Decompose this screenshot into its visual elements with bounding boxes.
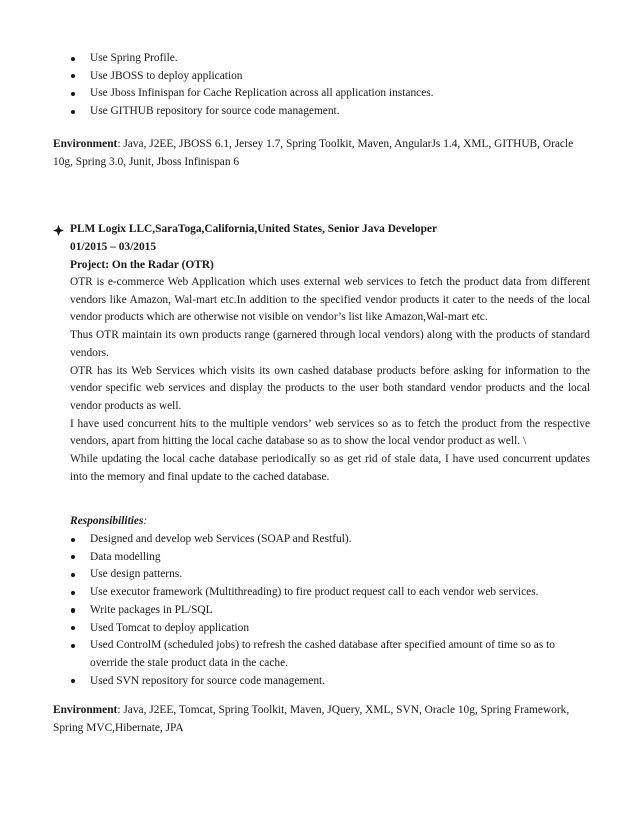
bullet-dot-icon [71,626,75,630]
description-paragraph: I have used concurrent hits to the multiple vendors’ web services so as to fetch the product from the respective vendors, apart from hitting the local cache database so as to show the local vendor product as well. \ [70,417,590,448]
list-item: Used Tomcat to deploy application [70,620,590,638]
bullet-dot-icon [71,679,75,683]
list-item: Designed and develop web Services (SOAP and Restful). [70,531,590,549]
bullet-dot-icon [71,110,75,114]
list-item: Use design patterns. [70,566,590,584]
bullet-dot-icon [71,573,75,577]
bullet-dot-icon [71,555,75,559]
responsibilities-list [70,531,590,690]
project-label: Project [70,259,106,271]
diamond-bullet-icon [53,225,64,236]
environment-label: Environment [53,138,118,150]
bullet-dot-icon [71,644,75,648]
bullet-dot-icon [71,57,75,61]
description-paragraph: OTR is e-commerce Web Application which uses external web services to fetch the product data from different vendors like Amazon, Wal-mart etc.In addition to the specified vendor products it cater to the needs of the local vendor products which are otherwise not visible on vendor’s list like Amazon,Wal-mart etc. [70,276,590,324]
environment-label: Environment [53,704,118,716]
list-item: Used SVN repository for source code management. [70,673,590,691]
list-item: Data modelling [70,549,590,567]
environment-block [53,702,588,737]
environment-text: : Java, J2EE, Tomcat, Spring Toolkit, Maven, JQuery, XML, SVN, Oracle 10g, Spring Framework, Spring MVC,Hibernate, JPA [53,704,570,734]
list-item: Used ControlM (scheduled jobs) to refresh the cashed database after specified amount of time so as to override the stale product data in the cache. [70,637,590,672]
project-name: : On the Radar (OTR) [105,259,214,271]
job-header: PLM Logix LLC,SaraToga,California,United States, Senior Java Developer [70,223,438,235]
bullet-dot-icon [71,608,75,612]
description-paragraph: While updating the local cache database periodically so as get rid of stale data, I have used concurrent updates into the memory and final update to the cached database. [70,453,590,483]
project-title [70,257,590,275]
description-paragraph: Thus OTR maintain its own products range (garnered through local vendors) along with the products of standard vendors. [70,329,590,359]
list-item: Use JBOSS to deploy application [70,68,590,86]
list-item: Write packages in PL/SQL [70,602,590,620]
bullet-dot-icon [71,591,75,595]
bullet-dot-icon [71,74,75,78]
list-item: Use Spring Profile. [70,50,590,68]
description-paragraph: OTR has its Web Services which visits its own cashed database products before asking for information to the vendor specific web services and display the products to the user both standard vendor products and the local vendor products as well. [70,364,590,412]
bullet-list-top [70,50,590,121]
job-dates: 01/2015 – 03/2015 [70,241,157,253]
responsibilities-heading: Responsibilities: [70,515,148,527]
list-item: Use Jboss Infinispan for Cache Replication across all application instances. [70,85,590,103]
bullet-dot-icon [71,538,75,542]
project-description [70,274,590,486]
bullet-dot-icon [71,92,75,96]
environment-text: : Java, J2EE, JBOSS 6.1, Jersey 1.7, Spring Toolkit, Maven, AngularJs 1.4, XML, GITHUB, Oracle 10g, Spring 3.0, Junit, Jboss Infinispan 6 [53,138,574,168]
list-item: Use GITHUB repository for source code management. [70,103,590,121]
environment-block [53,136,588,171]
list-item: Use executor framework (Multithreading) to fire product request call to each vendor web services. [70,584,590,602]
